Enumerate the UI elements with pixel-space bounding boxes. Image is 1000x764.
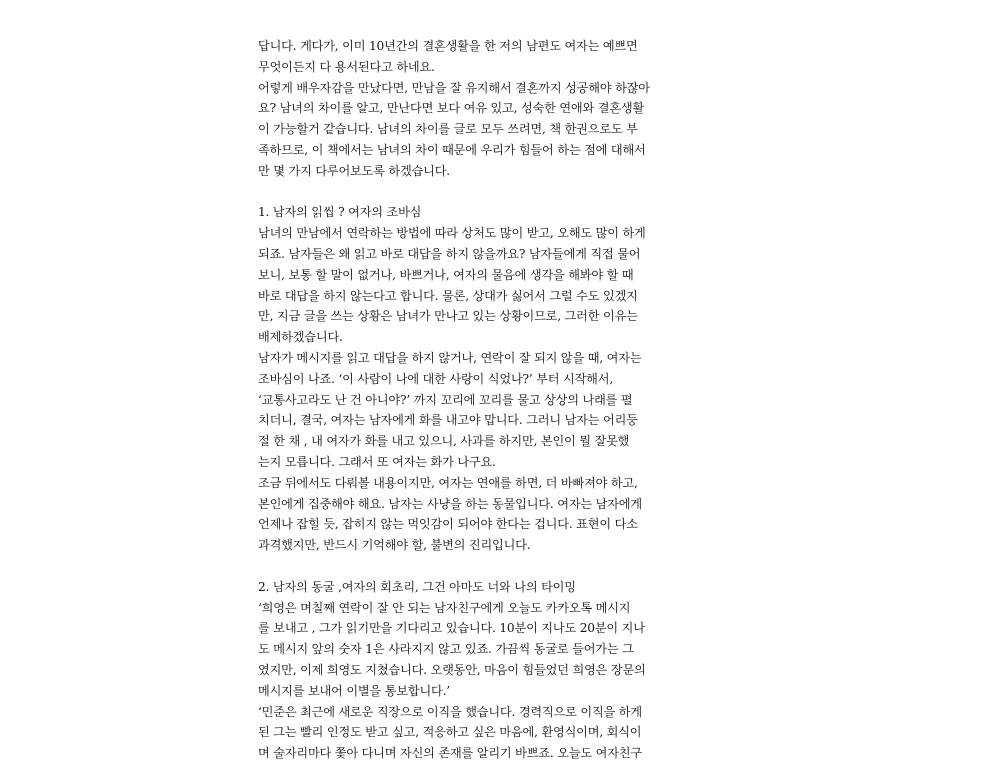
text-line: 되죠. 남자들은 왜 읽고 바로 대답을 하지 않을까요? 남자들에게 직접 물어 [258,246,641,261]
text-line: 보니, 보통 할 말이 없거나, 바쁘거나, 여자의 물음에 생각을 해봐야 할 때 [258,267,634,282]
text-line: 이 가능할거 같습니다. 남녀의 차이를 글로 모두 쓰려면, 책 한권으로도 부 [258,122,638,137]
section-spacer [258,182,746,203]
text-line: 조바심이 나죠. ‘이 사람이 나에 대한 사랑이 식었나?’ 부터 시작해서, [258,371,613,386]
text-line: 답니다. 게다가, 이미 10년간의 결혼생활을 한 저의 남편도 여자는 예쁘면 [258,39,638,53]
text-line: 치더니, 결국, 여자는 남자에게 화를 내고야 맙니다. 그러니 남자는 어리둥 [258,413,638,428]
text-line: 언제나 잡힐 듯, 잡히지 않는 먹잇감이 되어야 한다는 겁니다. 표현이 다소 [258,517,638,532]
text-line: 요? 남녀의 차이를 알고, 만난다면 보다 여유 있고, 성숙한 연애와 결혼생활 [258,101,645,116]
text-line: 메시지를 보내어 이별을 통보합니다.’ [258,683,450,698]
text-line: 과격했지만, 반드시 기억해야 할, 불변의 진리입니다. [258,538,531,553]
section-1 [258,202,746,556]
text-line: 였지만, 이제 희영도 지쳤습니다. 오랫동안, 마음이 힘들었던 희영은 장문의 [258,662,646,677]
text-line: 남녀의 만남에서 연락하는 방법에 따라 상처도 많이 받고, 오해도 많이 하게 [258,226,646,241]
intro-paragraphs [258,36,746,182]
text-line: 남자가 메시지를 읽고 대답을 하지 않거나, 연락이 잘 되지 않을 때, 여자는 [258,350,642,365]
text-line: 무엇이든지 다 용서된다고 하네요. [258,59,435,74]
text-line: 바로 대답을 하지 않는다고 합니다. 물론, 상대가 싫어서 그럴 수도 있겠지 [258,288,638,303]
section-spacer [258,556,746,577]
section-2 [258,577,746,764]
text-line: 를 보내고 , 그가 읽기만을 기다리고 있습니다. 10분이 지나도 20분이 지나 [258,621,645,636]
text-line: 는지 모릅니다. 그래서 또 여자는 화가 나구요. [258,454,496,469]
section-1-heading: 1. 남자의 읽씹 ? 여자의 조바심 [258,205,422,220]
text-line: 족하므로, 이 책에서는 남녀의 차이 때문에 우리가 힘들어 하는 점에 대해서 [258,142,646,157]
text-line: 배제하겠습니다. [258,330,343,345]
text-line: 만 몇 가지 다루어보도록 하겠습니다. [258,163,450,178]
document-page [258,36,746,764]
text-line: ‘교통사고라도 난 건 아니야?’ 까지 꼬리에 꼬리를 물고 상상의 나래를 펼 [258,392,633,407]
text-line: 며 술자리마다 쫓아 다니며 자신의 존재를 알리기 바쁘죠. 오늘도 여자친구 [258,746,642,761]
text-line: 절 한 채 , 내 여자가 화를 내고 있으니, 사과를 하지만, 본인이 뭘 잘못했 [258,434,630,449]
text-line: 본인에게 집중해야 해요. 남자는 사냥을 하는 동물입니다. 여자는 남자에게 [258,496,642,511]
text-line: 어렇게 배우자감을 만났다면, 만남을 잘 유지해서 결혼까지 성공해야 하잖아 [258,80,650,95]
text-line: 된 그는 빨리 인정도 받고 싶고, 적응하고 싶은 마음에, 환영식이며, 회식이 [258,725,642,740]
text-line: ‘민준은 최근에 새로운 직장으로 이직을 했습니다. 경력직으로 이직을 하게 [258,704,642,719]
section-2-heading: 2. 남자의 동굴 ,여자의 회초리, 그건 아마도 너와 나의 타이밍 [258,579,576,594]
text-line: ‘희영은 며칠째 연락이 잘 안 되는 남자친구에게 오늘도 카카오톡 메시지 [258,600,631,615]
text-line: 만, 지금 글을 쓰는 상황은 남녀가 만나고 있는 상황이므로, 그러한 이유는 [258,309,638,324]
text-line: 조금 뒤에서도 다뤄볼 내용이지만, 여자는 연애를 하면, 더 바빠져야 하고, [258,475,638,490]
text-line: 도 메시지 앞의 숫자 1은 사라지지 않고 있죠. 가끔씩 동굴로 들어가는 그 [258,642,634,657]
